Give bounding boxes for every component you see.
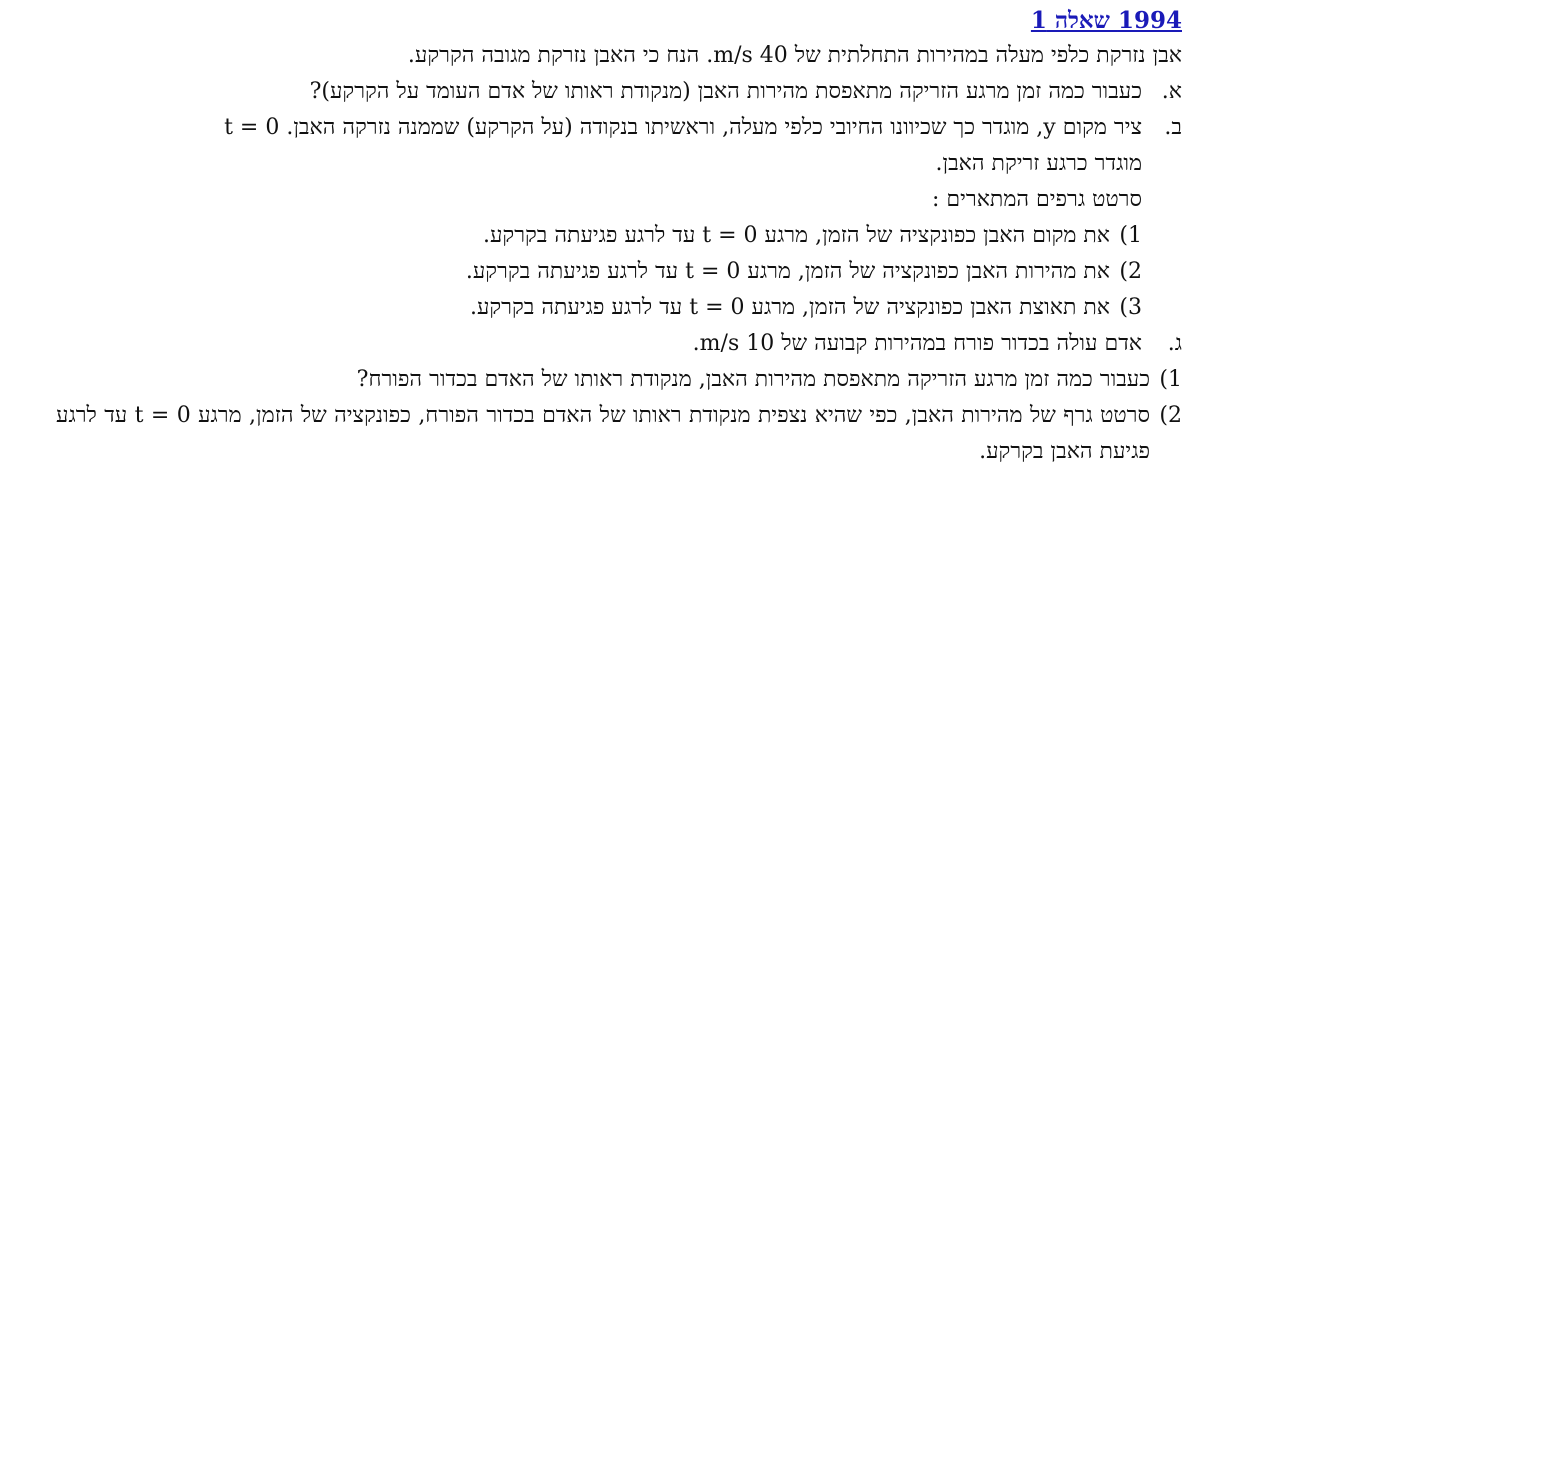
part-c-item-2-text: סרטט גרף של מהירות האבן, כפי שהיא נצפית מנקודת ראותו של האדם בכדור הפורח, כפונקציה של הזמן, מרגע t = 0 עד לרגע פגיעת האבן בקרקע.	[56, 403, 1150, 464]
question-document	[56, 4, 1182, 470]
part-c-marker: ג.	[1167, 331, 1182, 356]
part-b-item-1-marker: 1)	[1119, 223, 1142, 248]
part-c-item-2-marker: 2)	[1159, 403, 1182, 428]
part-b-item-1-text: את מקום האבן כפונקציה של הזמן, מרגע t = 0 עד לרגע פגיעתה בקרקע.	[482, 223, 1110, 248]
part-c-item-2	[56, 398, 1182, 470]
part-a-marker: א.	[1161, 79, 1182, 104]
part-c-item-1-marker: 1)	[1159, 367, 1182, 392]
part-c-text: אדם עולה בכדור פורח במהירות קבועה של 10 m/s.	[692, 331, 1142, 356]
part-a-text: כעבור כמה זמן מרגע הזריקה מתאפסת מהירות האבן (מנקודת ראותו של אדם העומד על הקרקע)?	[309, 79, 1142, 104]
part-b-body	[56, 110, 1142, 182]
question-title[interactable]: 1994 שאלה 1	[1030, 7, 1182, 34]
part-b-item-1	[56, 218, 1142, 254]
part-a	[56, 74, 1182, 110]
part-b-text-line2: מוגדר כרגע זריקת האבן.	[935, 151, 1142, 176]
part-c-item-1	[56, 362, 1182, 398]
part-b	[56, 110, 1182, 182]
part-b-item-3-text: את תאוצת האבן כפונקציה של הזמן, מרגע t = 0 עד לרגע פגיעתה בקרקע.	[469, 295, 1110, 320]
part-b-draw-intro: סרטט גרפים המתארים :	[932, 187, 1142, 212]
intro-paragraph: אבן נזרקת כלפי מעלה במהירות התחלתית של 40 m/s. הנח כי האבן נזרקת מגובה הקרקע.	[407, 43, 1182, 68]
part-c-item-1-text: כעבור כמה זמן מרגע הזריקה מתאפסת מהירות האבן, מנקודת ראותו של האדם בכדור הפורח?	[356, 367, 1150, 392]
part-c	[56, 326, 1182, 362]
part-b-item-2	[56, 254, 1142, 290]
part-b-marker: ב.	[1164, 115, 1182, 140]
part-b-item-3	[56, 290, 1142, 326]
part-b-item-2-marker: 2)	[1119, 259, 1142, 284]
part-b-item-3-marker: 3)	[1119, 295, 1142, 320]
part-b-text-line1: ציר מקום y, מוגדר כך שכיוונו החיובי כלפי מעלה, וראשיתו בנקודה (על הקרקע) שממנה נזרקה האבן. t = 0	[224, 115, 1142, 140]
part-b-item-2-text: את מהירות האבן כפונקציה של הזמן, מרגע t = 0 עד לרגע פגיעתה בקרקע.	[465, 259, 1110, 284]
